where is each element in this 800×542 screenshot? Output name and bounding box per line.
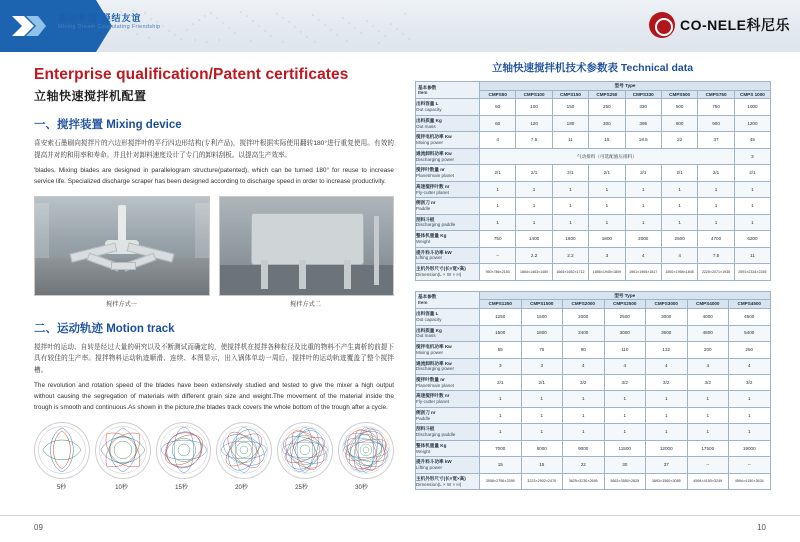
t1r8c1: 1400 <box>516 231 552 247</box>
t2r1c2: 2400 <box>563 325 605 341</box>
corner-label-cn: 基本参数 <box>418 84 437 90</box>
t1r1c7: 1200 <box>734 115 770 131</box>
table1-corner-cell <box>416 82 480 99</box>
t1r6c1: 1 <box>516 198 552 214</box>
mixer-photo-1 <box>34 196 210 296</box>
t2r2c2: 90 <box>563 342 605 358</box>
t1r5c4: 1 <box>625 181 661 197</box>
t1r4-label-cn: 搅拌叶数量 nr <box>416 167 445 173</box>
motion-track-row <box>34 422 394 479</box>
t1r8c5: 2500 <box>661 231 697 247</box>
table-row <box>416 165 771 181</box>
technical-data-title: 立轴快速搅拌机技术参数表 Technical data <box>491 62 694 74</box>
t2r10-label-cn: 主机外形尺寸(长×宽×高) <box>416 475 466 481</box>
table-row <box>416 424 771 440</box>
t1r8c3: 1800 <box>589 231 625 247</box>
t2r1c6: 5400 <box>729 325 771 341</box>
table1-model-3: CMPS250 <box>589 90 625 99</box>
t1r10c6: 2225×2071×1935 <box>698 264 734 280</box>
t2r2c0: 55 <box>480 342 522 358</box>
table2-model-0: CMPS1250 <box>480 300 522 309</box>
t1r9c4: 4 <box>625 247 661 263</box>
t1r5c7: 1 <box>734 181 770 197</box>
technical-data-table-1 <box>415 81 771 281</box>
t2r9c6: -- <box>729 457 771 473</box>
t2r1c1: 1800 <box>521 325 563 341</box>
t1r5c6: 1 <box>698 181 734 197</box>
t2r8c3: 11500 <box>604 440 646 456</box>
t2r4-label-en: Planet/main planet <box>416 382 455 388</box>
t2r9c3: 30 <box>604 457 646 473</box>
section-heading-motion-track: 二、运动轨迹 Motion track <box>34 322 175 335</box>
t2r6c1: 1 <box>521 407 563 423</box>
motion-track-25s <box>277 422 333 479</box>
t1r9c3: 3 <box>589 247 625 263</box>
t2r2c3: 110 <box>604 342 646 358</box>
t2r9-label-cn: 提升料斗功率 kW <box>416 459 452 465</box>
t2r7c6: 1 <box>729 424 771 440</box>
t1r8c7: 6200 <box>734 231 770 247</box>
page-title-en: Enterprise qualification/Patent certificates <box>34 66 349 83</box>
table-row <box>416 148 771 164</box>
t2r4c3: 3/2 <box>604 374 646 390</box>
table1-type-label: 型号 Type <box>480 82 771 91</box>
t2r6c4: 1 <box>646 407 688 423</box>
t2r3c4: 4 <box>646 358 688 374</box>
t1r10c1: 1664×1463×1480 <box>516 264 552 280</box>
t2r3c1: 3 <box>521 358 563 374</box>
table2-model-3: CMPS2500 <box>604 300 646 309</box>
table1-model-4: CMPS330 <box>625 90 661 99</box>
table-row <box>416 325 771 341</box>
t2r3c0: 3 <box>480 358 522 374</box>
brand-name-cn: 科尼乐 <box>746 17 790 33</box>
t2r3c5: 4 <box>687 358 729 374</box>
t1r7-label-en: Discharging paddle <box>416 222 456 228</box>
t1r7c1: 1 <box>516 214 552 230</box>
t1r1c5: 600 <box>661 115 697 131</box>
t2r0c0: 1250 <box>480 309 522 325</box>
t1r5-label-en: Fly-cutter planet <box>416 189 449 195</box>
t2r3c6: 4 <box>729 358 771 374</box>
table1-model-5: CMPS500 <box>661 90 697 99</box>
section2-cn-text: 搅拌叶的运动、自转是经过大量的研究以及不断测试而确定的，使搅拌机在搅拌各种粒径及比重的物料不产生离析的前提下具有较佳的生产率。搅拌物料运动轨迹顺滑、连续、本图显示，出入锅体单动一周后，搅拌叶的运动轨迹覆盖了整个搅拌槽。 <box>34 343 394 374</box>
table-row <box>416 440 771 456</box>
t2r9c2: 22 <box>563 457 605 473</box>
t1r8c4: 2000 <box>625 231 661 247</box>
t2r10c2: 3625×3230×2695 <box>563 473 605 489</box>
t1r0-label-cn: 出料容量 L <box>416 101 439 107</box>
t2r2c4: 132 <box>646 342 688 358</box>
t2r7-label-cn: 刮料斗板 <box>416 426 435 432</box>
t2r8c5: 17500 <box>687 440 729 456</box>
t2r8c6: 19000 <box>729 440 771 456</box>
t1r10c4: 1961×1965×1817 <box>625 264 661 280</box>
t1r7c7: 1 <box>734 214 770 230</box>
table2-model-1: CMPS1500 <box>521 300 563 309</box>
page-number-left: 09 <box>34 523 43 532</box>
t1r8c2: 1600 <box>552 231 588 247</box>
t2r7c5: 1 <box>687 424 729 440</box>
table1-model-0: CMPS50 <box>480 90 516 99</box>
photo-captions <box>34 299 394 308</box>
t1r7-label-cn: 刮料斗板 <box>416 216 435 222</box>
motion-track-20s <box>216 422 272 479</box>
slogan-en: Mixing Dream Coagulating Friendship <box>58 24 161 31</box>
t1r10c2: 1664×1652×1712 <box>552 264 588 280</box>
table-row <box>416 99 771 115</box>
t1r0c6: 750 <box>698 99 734 115</box>
t1r2c0: 4 <box>480 132 516 148</box>
t1r0c7: 1000 <box>734 99 770 115</box>
right-column <box>415 60 770 490</box>
t2r5c5: 1 <box>687 391 729 407</box>
motion-track-5s <box>34 422 90 479</box>
t1r2c1: 7.5 <box>516 132 552 148</box>
t1r0c2: 150 <box>552 99 588 115</box>
t1r3-label-en: Discharging power <box>416 156 455 162</box>
t2r9c0: 15 <box>480 457 522 473</box>
t2r0c5: 4000 <box>687 309 729 325</box>
t1r6-label-cn: 侧刮刀 nr <box>416 200 436 206</box>
t2r1c3: 3000 <box>604 325 646 341</box>
t2r7-label-en: Discharging paddle <box>416 432 456 438</box>
motion-track-15s <box>156 422 212 479</box>
table1-body <box>416 99 771 280</box>
t1r1c3: 300 <box>589 115 625 131</box>
t2r2c1: 75 <box>521 342 563 358</box>
t1r3c7: 3 <box>734 148 770 164</box>
t2r4c0: 2/1 <box>480 374 522 390</box>
table1-model-2: CMPS150 <box>552 90 588 99</box>
t2r8c0: 7000 <box>480 440 522 456</box>
t2r0c1: 1500 <box>521 309 563 325</box>
brand-name-en: CO-NELE <box>680 17 747 33</box>
t1r9c5: 4 <box>661 247 697 263</box>
page-number-right: 10 <box>757 523 766 532</box>
left-column <box>34 66 394 491</box>
motion-track-5s-caption: 5秒 <box>56 485 67 492</box>
motion-track-20s-caption: 20秒 <box>235 485 248 492</box>
t1r4c1: 2/1 <box>516 165 552 181</box>
t1r2-label-en: Mixing power <box>416 140 444 146</box>
t2r5c0: 1 <box>480 391 522 407</box>
t2r3-label-en: Discharging power <box>416 366 455 372</box>
mixer-photo-2-caption: 搅拌方式二 <box>290 300 321 308</box>
table-row <box>416 132 771 148</box>
t1r1c0: 60 <box>480 115 516 131</box>
t2r6c5: 1 <box>687 407 729 423</box>
table-row <box>416 231 771 247</box>
t1r4c5: 2/1 <box>661 165 697 181</box>
t2r4c1: 2/1 <box>521 374 563 390</box>
table1-model-grouping-row <box>416 82 771 91</box>
t2r10c1: 3223×2902×2470 <box>521 473 563 489</box>
t2r1-label-cn: 出料质量 Kg <box>416 327 442 333</box>
motion-track-15s-caption: 15秒 <box>175 485 188 492</box>
t1r4c3: 2/1 <box>589 165 625 181</box>
t2r10c3: 3663×3550×2825 <box>604 473 646 489</box>
t1r0c5: 500 <box>661 99 697 115</box>
table-row <box>416 115 771 131</box>
table2-corner-cell <box>416 291 480 308</box>
t1r2-label-cn: 搅拌电机功率 Kw <box>416 134 452 140</box>
t2r0c2: 2000 <box>563 309 605 325</box>
t2r9c1: 15 <box>521 457 563 473</box>
t2r2-label-en: Mixing power <box>416 349 444 355</box>
table2-model-grouping-row <box>416 291 771 300</box>
table2-type-label: 型号 Type <box>480 291 771 300</box>
table-row <box>416 473 771 489</box>
t1r6-label-en: Paddle <box>416 206 431 212</box>
corner2-label-cn: 基本参数 <box>418 294 437 300</box>
table2-model-6: CMPS4500 <box>729 300 771 309</box>
t2r5-label-en: Fly-cutter planet <box>416 399 449 405</box>
t1r1c6: 900 <box>698 115 734 131</box>
page-header <box>0 0 800 52</box>
t2r5c6: 1 <box>729 391 771 407</box>
t1r10c7: 2591×2334×2245 <box>734 264 770 280</box>
t2r6-label-cn: 侧刮刀 nr <box>416 409 436 415</box>
t1r1-label-cn: 出料质量 Kg <box>416 117 442 123</box>
t2r6c6: 1 <box>729 407 771 423</box>
t1r7c6: 1 <box>698 214 734 230</box>
t1r5c1: 1 <box>516 181 552 197</box>
t1r9c2: 2.2 <box>552 247 588 263</box>
t1r0c3: 250 <box>589 99 625 115</box>
t1r6c7: 1 <box>734 198 770 214</box>
t1r6c2: 1 <box>552 198 588 214</box>
t2r0-label-en: Out capacity <box>416 316 442 322</box>
t1r6c5: 1 <box>661 198 697 214</box>
t2r10c4: 3893×3560×3085 <box>646 473 688 489</box>
t2r5c3: 1 <box>604 391 646 407</box>
t2r7c4: 1 <box>646 424 688 440</box>
t2r7c3: 1 <box>604 424 646 440</box>
t1r10c5: 1892×1958×1845 <box>661 264 697 280</box>
t2r9c5: -- <box>687 457 729 473</box>
corner2-label-en: Item <box>418 299 428 305</box>
t1r8-label-cn: 整体机重量 Kg <box>416 233 447 239</box>
t2r8-label-en: Weight <box>416 448 431 454</box>
t1r9-label-en: Lifting power <box>416 255 443 261</box>
table2-head <box>416 291 771 308</box>
t1r0c0: 50 <box>480 99 516 115</box>
t1r4c7: 2/1 <box>734 165 770 181</box>
table-row <box>416 264 771 280</box>
t1r5c3: 1 <box>589 181 625 197</box>
table-row <box>416 374 771 390</box>
t2r10c0: 3058×2756×2395 <box>480 473 522 489</box>
t2r4c5: 3/2 <box>687 374 729 390</box>
t2r0c3: 2500 <box>604 309 646 325</box>
t1r9c0: -- <box>480 247 516 263</box>
t1r1-label-en: Out mass <box>416 123 436 129</box>
t1r5c5: 1 <box>661 181 697 197</box>
table2-body <box>416 309 771 490</box>
t2r7c1: 1 <box>521 424 563 440</box>
table-row <box>416 358 771 374</box>
t2r5c1: 1 <box>521 391 563 407</box>
t1r5c0: 1 <box>480 181 516 197</box>
table-row <box>416 391 771 407</box>
t2r4c2: 3/2 <box>563 374 605 390</box>
t1r2c4: 18.5 <box>625 132 661 148</box>
technical-data-table-2 <box>415 291 771 491</box>
t1r4c6: 2/1 <box>698 165 734 181</box>
table1-model-6: CMPS750 <box>698 90 734 99</box>
t2r3-label-cn: 通流卸料功率 Kw <box>416 360 452 366</box>
t2r2-label-cn: 搅拌电机功率 Kw <box>416 344 452 350</box>
t2r6c0: 1 <box>480 407 522 423</box>
double-arrow-icon <box>12 16 46 36</box>
t1r2c3: 15 <box>589 132 625 148</box>
t2r4c4: 3/2 <box>646 374 688 390</box>
photo-row <box>34 196 394 296</box>
mixer-photo-1-caption: 搅拌方式一 <box>106 300 137 308</box>
section-heading-mixing-device: 一、搅拌装置 Mixing device <box>34 119 182 131</box>
t1r9-label-cn: 提升料斗功率 kW <box>416 249 452 255</box>
t1r4-label-en: Planet/main planet <box>416 173 455 179</box>
t2r9-label-en: Lifting power <box>416 465 443 471</box>
brand-logo <box>649 12 790 38</box>
t1r1c2: 180 <box>552 115 588 131</box>
t2r6c2: 1 <box>563 407 605 423</box>
t2r2c6: 250 <box>729 342 771 358</box>
t2r1c5: 4800 <box>687 325 729 341</box>
t1r2c2: 11 <box>552 132 588 148</box>
t1r4c0: 2/1 <box>480 165 516 181</box>
motion-track-captions <box>34 482 394 491</box>
t2r1c4: 3600 <box>646 325 688 341</box>
motion-track-30s-caption: 30秒 <box>355 485 368 492</box>
t2r8c2: 9000 <box>563 440 605 456</box>
page-title-cn: 立轴快速搅拌机配置 <box>34 89 147 103</box>
t1r10c0: 950×786×2150 <box>480 264 516 280</box>
t1r2c6: 37 <box>698 132 734 148</box>
t1r7c2: 1 <box>552 214 588 230</box>
t1r10-label-en: Dimension(L × W × H) <box>416 271 462 277</box>
motion-track-25s-caption: 25秒 <box>295 485 308 492</box>
t1r8-label-en: Weight <box>416 238 431 244</box>
table1-model-7: CMPS 1000 <box>734 90 770 99</box>
t1r3-merged: 气动排料（可选配液压排料） <box>480 148 735 164</box>
t1r6c3: 1 <box>589 198 625 214</box>
t1r7c0: 1 <box>480 214 516 230</box>
table-row <box>416 247 771 263</box>
t1r2c7: 45 <box>734 132 770 148</box>
t1r4c4: 2/1 <box>625 165 661 181</box>
table-row <box>416 457 771 473</box>
t2r4-label-cn: 搅拌叶数量 nr <box>416 376 445 382</box>
t1r2c5: 22 <box>661 132 697 148</box>
t2r9c4: 37 <box>646 457 688 473</box>
t2r0c6: 4500 <box>729 309 771 325</box>
t1r4c2: 2/1 <box>552 165 588 181</box>
t1r8c0: 750 <box>480 231 516 247</box>
t1r9c1: 2.2 <box>516 247 552 263</box>
t1r0c1: 100 <box>516 99 552 115</box>
t1r6c6: 1 <box>698 198 734 214</box>
t1r0c4: 330 <box>625 99 661 115</box>
t2r8c1: 8000 <box>521 440 563 456</box>
t2r0-label-cn: 出料容量 L <box>416 311 439 317</box>
t2r4c6: 3/2 <box>729 374 771 390</box>
t2r6c3: 1 <box>604 407 646 423</box>
t1r6c4: 1 <box>625 198 661 214</box>
t1r7c3: 1 <box>589 214 625 230</box>
t2r2c5: 200 <box>687 342 729 358</box>
t2r1c0: 1500 <box>480 325 522 341</box>
slogan <box>58 13 161 31</box>
table-row <box>416 309 771 325</box>
t2r0c4: 3000 <box>646 309 688 325</box>
t2r10c6: 4594×4150×3634 <box>729 473 771 489</box>
section2-en-text: The revolution and rotation speed of the blades have been extensively studied and tested to give the mixer a high output without causing the segregation of materials with different grain size and weight.The movement of the material inside the trough is smooth and continuous.As shown in the picture,the blades track covers the whole bottom of the trough after a cycle. <box>34 382 394 412</box>
t1r1c1: 120 <box>516 115 552 131</box>
table1-model-1: CMPS100 <box>516 90 552 99</box>
table-row <box>416 214 771 230</box>
t1r0-label-en: Out capacity <box>416 107 442 113</box>
t2r8-label-cn: 整体机重量 Kg <box>416 442 447 448</box>
t2r8c4: 12000 <box>646 440 688 456</box>
t1r9c6: 7.5 <box>698 247 734 263</box>
slogan-cn: 搅动梦想 凝结友谊 <box>58 13 142 23</box>
section1-cn-text: 喜安索石墨刷向搅拌片的六边形搅拌叶的平行四边形结构(专利产品)，搅拌叶根据实际使用翻转180°进行重复使用。有效的提高并对的和用率和寿命。并且针对卸料速度设计了专门的卸料刮板。以提高生产效率。 <box>34 140 394 159</box>
table1-head <box>416 82 771 99</box>
t1r5c2: 1 <box>552 181 588 197</box>
t2r10c5: 4594×4150×3249 <box>687 473 729 489</box>
table-row <box>416 407 771 423</box>
table2-model-4: CMPS3000 <box>646 300 688 309</box>
t2r5c2: 1 <box>563 391 605 407</box>
motion-track-30s <box>338 422 394 479</box>
t2r1-label-en: Out mass <box>416 333 436 339</box>
table2-model-2: CMPS2000 <box>563 300 605 309</box>
table-row <box>416 342 771 358</box>
t1r7c4: 1 <box>625 214 661 230</box>
corner-label-en: Item <box>418 90 428 96</box>
t2r3c2: 4 <box>563 358 605 374</box>
brand-mark-icon <box>649 12 675 38</box>
t1r7c5: 1 <box>661 214 697 230</box>
t1r1c4: 395 <box>625 115 661 131</box>
t2r7c0: 1 <box>480 424 522 440</box>
t2r5c4: 1 <box>646 391 688 407</box>
table2-model-5: CMPS4000 <box>687 300 729 309</box>
t1r10-label-cn: 主机外形尺寸(长×宽×高) <box>416 266 466 272</box>
t1r3-label-cn: 通流卸料功率 Kw <box>416 150 452 156</box>
motion-track-10s <box>95 422 151 479</box>
t2r7c2: 1 <box>563 424 605 440</box>
t2r3c3: 4 <box>604 358 646 374</box>
t1r5-label-cn: 高速搅拌叶数 nr <box>416 183 450 189</box>
section1-en-text: 'blades. Mixing blades are designed in parallelogram structure(patented), which can be turned 180° for reuse to increase service life. Specialized discharge scraper has been designed according to discharge speed in order to increase productivity. <box>34 167 394 185</box>
t1r6c0: 1 <box>480 198 516 214</box>
t1r9c7: 11 <box>734 247 770 263</box>
t2r10-label-en: Dimension(L × W × H) <box>416 481 462 487</box>
motion-track-10s-caption: 10秒 <box>115 485 128 492</box>
t2r6-label-en: Paddle <box>416 415 431 421</box>
t1r10c3: 1856×1945×1809 <box>589 264 625 280</box>
table-row <box>416 181 771 197</box>
footer-divider <box>0 515 800 516</box>
t2r5-label-cn: 高速搅拌叶数 nr <box>416 393 450 399</box>
t1r8c6: 4700 <box>698 231 734 247</box>
mixer-photo-2 <box>219 196 395 296</box>
table-row <box>416 198 771 214</box>
